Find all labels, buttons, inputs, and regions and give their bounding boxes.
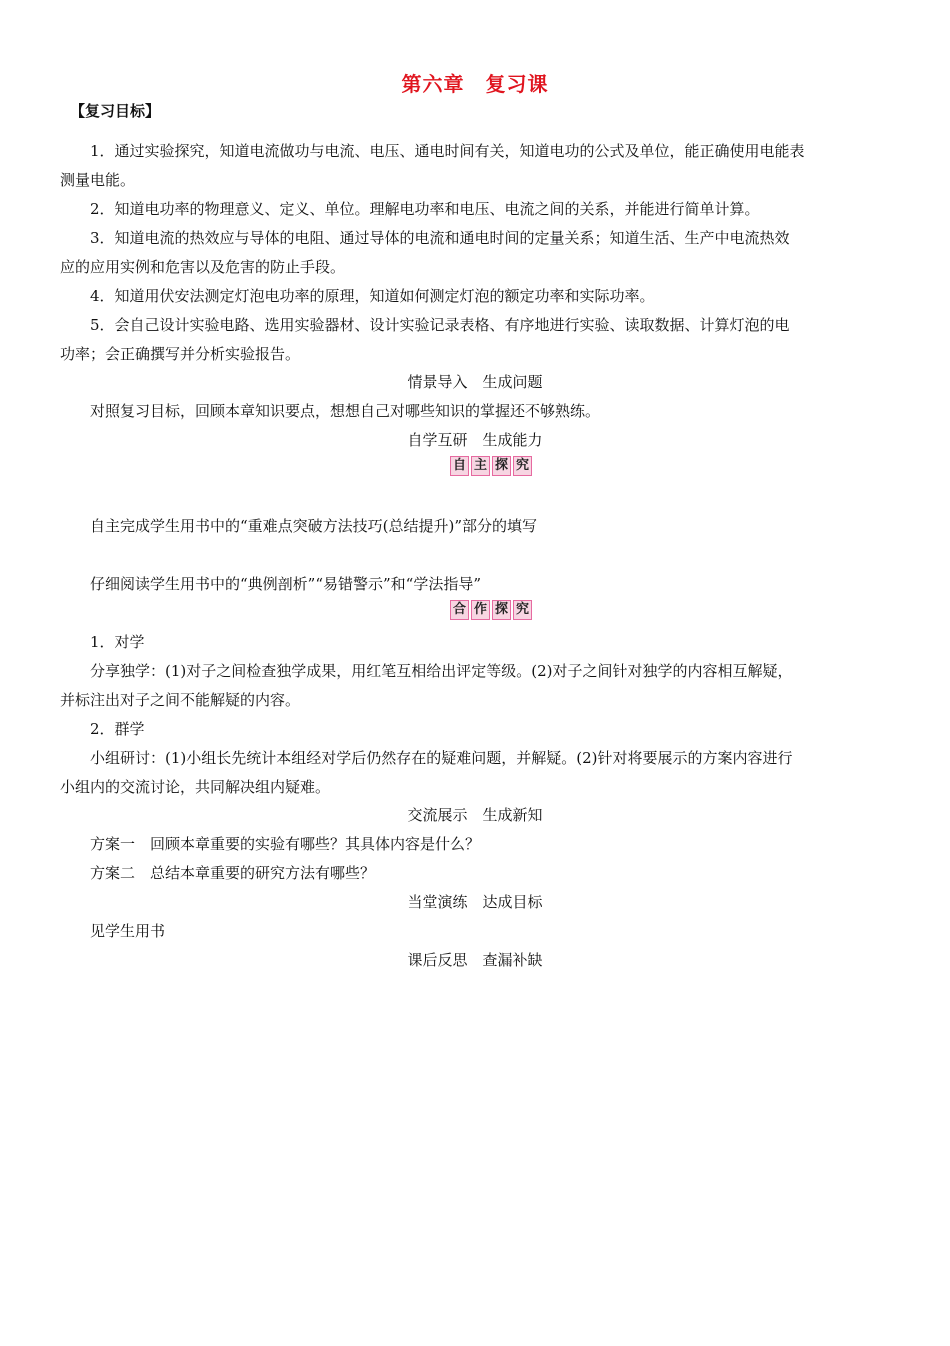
self-study-text-2: 仔细阅读学生用书中的“典例剖析”“易错警示”和“学法指导” [90,575,482,593]
objective-3-line-2: 应的应用实例和危害以及危害的防止手段。 [60,258,346,276]
self-study-text-1: 自主完成学生用书中的“重难点突破方法技巧(总结提升)”部分的填写 [90,517,538,535]
item-1-line-2: 并标注出对子之间不能解疑的内容。 [60,691,301,709]
badge-char: 探 [492,456,511,476]
badge-char: 究 [513,600,532,620]
item-1-line-1: 分享独学：(1)对子之间检查独学成果，用红笔互相给出评定等级。(2)对子之间针对独学的内容相互解疑， [90,662,793,680]
practice-text: 见学生用书 [90,922,166,940]
item-2-line-2: 小组内的交流讨论，共同解决组内疑难。 [60,778,331,796]
cooperative-inquiry-badge [450,600,532,620]
plan-2: 方案二 总结本章重要的研究方法有哪些？ [90,864,376,882]
item-2-label: 2．群学 [90,720,145,738]
section-heading-intro: 情景导入 生成问题 [407,373,543,391]
item-1-label: 1．对学 [90,633,145,651]
badge-char: 合 [450,600,469,620]
section-heading-reflection: 课后反思 查漏补缺 [407,951,543,969]
section-heading-practice: 当堂演练 达成目标 [407,893,543,911]
page-title: 第六章 复习课 [401,72,549,96]
objective-3-line-1: 3．知道电流的热效应与导体的电阻、通过导体的电流和通电时间的定量关系；知道生活、生产中电流热效 [90,229,790,247]
item-2-line-1: 小组研讨：(1)小组长先统计本组经对学后仍然存在的疑难问题，并解疑。(2)针对将要展示的方案内容进行 [90,749,793,767]
objective-4: 4．知道用伏安法测定灯泡电功率的原理，知道如何测定灯泡的额定功率和实际功率。 [90,287,655,305]
objectives-heading: 【复习目标】 [70,102,161,120]
objective-5-line-1: 5．会自己设计实验电路、选用实验器材、设计实验记录表格、有序地进行实验、读取数据、计算灯泡的电 [90,316,790,334]
independent-inquiry-badge [450,456,532,476]
objective-1-line-1: 1．通过实验探究，知道电流做功与电流、电压、通电时间有关，知道电功的公式及单位，能正确使用电能表 [90,142,805,160]
section-heading-self-study: 自学互研 生成能力 [407,431,543,449]
intro-text: 对照复习目标，回顾本章知识要点，想想自己对哪些知识的掌握还不够熟练。 [90,402,601,420]
objective-1-line-2: 测量电能。 [60,171,136,189]
section-heading-exchange: 交流展示 生成新知 [407,806,543,824]
badge-char: 究 [513,456,532,476]
objective-5-line-2: 功率；会正确撰写并分析实验报告。 [60,345,301,363]
badge-char: 自 [450,456,469,476]
badge-char: 主 [471,456,490,476]
badge-char: 作 [471,600,490,620]
badge-char: 探 [492,600,511,620]
objective-2: 2．知道电功率的物理意义、定义、单位。理解电功率和电压、电流之间的关系，并能进行简单计算。 [90,200,760,218]
plan-1: 方案一 回顾本章重要的实验有哪些？其具体内容是什么？ [90,835,481,853]
